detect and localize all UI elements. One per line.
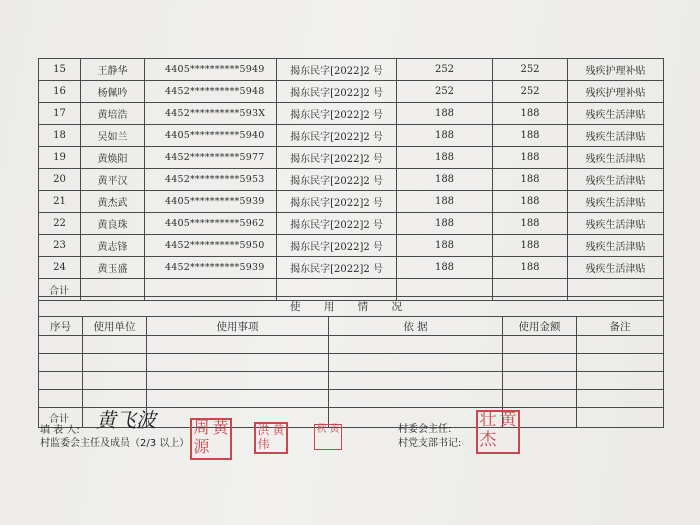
seal-char: 洪 (257, 423, 270, 437)
seal-char: 伟 (257, 437, 270, 451)
table-row (39, 147, 664, 169)
seal-char: 黄 (212, 418, 229, 437)
usage-empty-cell (329, 390, 503, 408)
cell-name: 黄志锋 (81, 235, 145, 257)
cell-name: 黄焕阳 (81, 147, 145, 169)
usage-empty-cell (83, 354, 147, 372)
cell-doc: 揭东民字[2022]2 号 (277, 213, 397, 235)
cell-no: 24 (39, 257, 81, 279)
cell-amount2: 188 (493, 103, 568, 125)
seal-char (328, 442, 341, 449)
cell-type: 残疾生活津贴 (568, 147, 664, 169)
seal-char: 周 (193, 418, 210, 437)
cell-no: 23 (39, 235, 81, 257)
cell-amount1: 188 (397, 147, 493, 169)
cell-doc: 揭东民字[2022]2 号 (277, 235, 397, 257)
usage-empty-cell (147, 390, 329, 408)
usage-empty-cell (329, 354, 503, 372)
cell-doc: 揭东民字[2022]2 号 (277, 81, 397, 103)
cell-type: 残疾护理补贴 (568, 59, 664, 81)
cell-amount2: 188 (493, 235, 568, 257)
usage-empty-row (39, 354, 664, 372)
usage-header-basis: 依 据 (329, 317, 503, 336)
cell-type: 残疾生活津贴 (568, 235, 664, 257)
seal-char (271, 438, 286, 452)
usage-empty-cell (503, 390, 577, 408)
cell-doc: 揭东民字[2022]2 号 (277, 257, 397, 279)
usage-empty-cell (577, 390, 664, 408)
usage-header-no: 序号 (39, 317, 83, 336)
seal-stamp-4 (476, 410, 520, 454)
usage-empty-cell (39, 372, 83, 390)
cell-type: 残疾护理补贴 (568, 81, 664, 103)
seal-char (498, 432, 518, 452)
cell-type: 残疾生活津贴 (568, 169, 664, 191)
usage-empty-cell (39, 390, 83, 408)
filler-label: 填 表 人: (40, 425, 80, 436)
cell-id: 4405**********5939 (145, 191, 277, 213)
usage-header-remark: 备注 (577, 317, 664, 336)
usage-empty-cell (39, 336, 83, 354)
cell-amount2: 252 (493, 59, 568, 81)
cell-amount1: 188 (397, 169, 493, 191)
seal-stamp-2 (254, 422, 288, 454)
party-secretary-label: 村党支部书记: (398, 438, 462, 449)
village-director-label: 村委会主任: (398, 424, 452, 435)
cell-no: 15 (39, 59, 81, 81)
usage-empty-cell (503, 354, 577, 372)
usage-empty-cell (503, 336, 577, 354)
cell-name: 黄良珠 (81, 213, 145, 235)
cell-amount1: 188 (397, 213, 493, 235)
usage-empty-cell (577, 354, 664, 372)
table-row (39, 103, 664, 125)
table-row (39, 257, 664, 279)
seal-char: 黄 (499, 410, 517, 430)
seal-char: 杰 (479, 430, 497, 450)
usage-empty-cell (147, 354, 329, 372)
usage-empty-cell (503, 372, 577, 390)
cell-doc: 揭东民字[2022]2 号 (277, 59, 397, 81)
cell-id: 4405**********5949 (145, 59, 277, 81)
seal-char: 壮 (479, 410, 497, 430)
seal-char (315, 442, 328, 449)
cell-amount1: 252 (397, 59, 493, 81)
table-row (39, 59, 664, 81)
cell-amount2: 188 (493, 213, 568, 235)
total-label: 合计 (39, 279, 81, 301)
cell-id: 4452**********5950 (145, 235, 277, 257)
cell-amount2: 188 (493, 147, 568, 169)
filler-signature: 黄飞波 (96, 408, 156, 432)
cell-amount1: 252 (397, 81, 493, 103)
usage-header-row (39, 317, 664, 336)
seal-stamp-3 (314, 424, 342, 450)
cell-id: 4405**********5962 (145, 213, 277, 235)
cell-doc: 揭东民字[2022]2 号 (277, 169, 397, 191)
usage-title: 使 用 情 况 (39, 297, 664, 317)
cell-type: 残疾生活津贴 (568, 213, 664, 235)
cell-id: 4452**********5977 (145, 147, 277, 169)
cell-id: 4405**********5940 (145, 125, 277, 147)
cell-type: 残疾生活津贴 (568, 257, 664, 279)
cell-no: 19 (39, 147, 81, 169)
cell-amount1: 188 (397, 257, 493, 279)
usage-empty-row (39, 336, 664, 354)
cell-doc: 揭东民字[2022]2 号 (277, 103, 397, 125)
usage-empty-row (39, 372, 664, 390)
cell-type: 残疾生活津贴 (568, 191, 664, 213)
usage-title-row (39, 297, 664, 317)
usage-empty-cell (147, 372, 329, 390)
cell-type: 残疾生活津贴 (568, 125, 664, 147)
cell-doc: 揭东民字[2022]2 号 (277, 147, 397, 169)
cell-name: 吴如兰 (81, 125, 145, 147)
cell-amount1: 188 (397, 235, 493, 257)
table-row (39, 125, 664, 147)
cell-name: 黄杰武 (81, 191, 145, 213)
cell-no: 16 (39, 81, 81, 103)
seal-stamp-1 (190, 418, 232, 460)
usage-header-unit: 使用单位 (83, 317, 147, 336)
cell-name: 黄培浩 (81, 103, 145, 125)
usage-empty-cell (83, 336, 147, 354)
usage-header-amount: 使用金额 (503, 317, 577, 336)
usage-empty-cell (329, 372, 503, 390)
usage-empty-cell (577, 372, 664, 390)
cell-amount1: 188 (397, 103, 493, 125)
table-row (39, 81, 664, 103)
cell-amount1: 188 (397, 125, 493, 147)
seal-char: 源 (193, 437, 210, 456)
seal-char (211, 439, 230, 458)
recipient-rows (39, 59, 664, 279)
cell-name: 黄玉盛 (81, 257, 145, 279)
cell-id: 4452**********5953 (145, 169, 277, 191)
cell-no: 22 (39, 213, 81, 235)
cell-name: 杨佩吟 (81, 81, 145, 103)
usage-total-label: 合计 (39, 408, 83, 428)
recipient-table (38, 58, 664, 301)
usage-empty-cell (577, 336, 664, 354)
cell-amount2: 188 (493, 169, 568, 191)
table-row (39, 235, 664, 257)
usage-empty-cell (83, 372, 147, 390)
cell-amount2: 188 (493, 257, 568, 279)
cell-type: 残疾生活津贴 (568, 103, 664, 125)
cell-amount2: 252 (493, 81, 568, 103)
cell-amount2: 188 (493, 191, 568, 213)
cell-doc: 揭东民字[2022]2 号 (277, 191, 397, 213)
table-row (39, 191, 664, 213)
usage-header-item: 使用事项 (147, 317, 329, 336)
cell-id: 4452**********5939 (145, 257, 277, 279)
cell-name: 王静华 (81, 59, 145, 81)
table-row (39, 169, 664, 191)
usage-empty-cell (329, 336, 503, 354)
cell-name: 黄平汉 (81, 169, 145, 191)
usage-empty-cell (39, 354, 83, 372)
cell-id: 4452**********593X (145, 103, 277, 125)
usage-empty-rows (39, 336, 664, 408)
seal-char: 黄 (272, 423, 285, 437)
cell-amount1: 188 (397, 191, 493, 213)
seal-char: 黄 (329, 424, 340, 435)
cell-amount2: 188 (493, 125, 568, 147)
table-row (39, 213, 664, 235)
supervision-label: 村监委会主任及成员（2/3 以上）: (40, 438, 193, 449)
cell-no: 18 (39, 125, 81, 147)
cell-doc: 揭东民字[2022]2 号 (277, 125, 397, 147)
cell-no: 17 (39, 103, 81, 125)
usage-empty-cell (147, 336, 329, 354)
seal-char: 秋 (316, 424, 327, 435)
cell-no: 21 (39, 191, 81, 213)
cell-id: 4452**********5948 (145, 81, 277, 103)
cell-no: 20 (39, 169, 81, 191)
